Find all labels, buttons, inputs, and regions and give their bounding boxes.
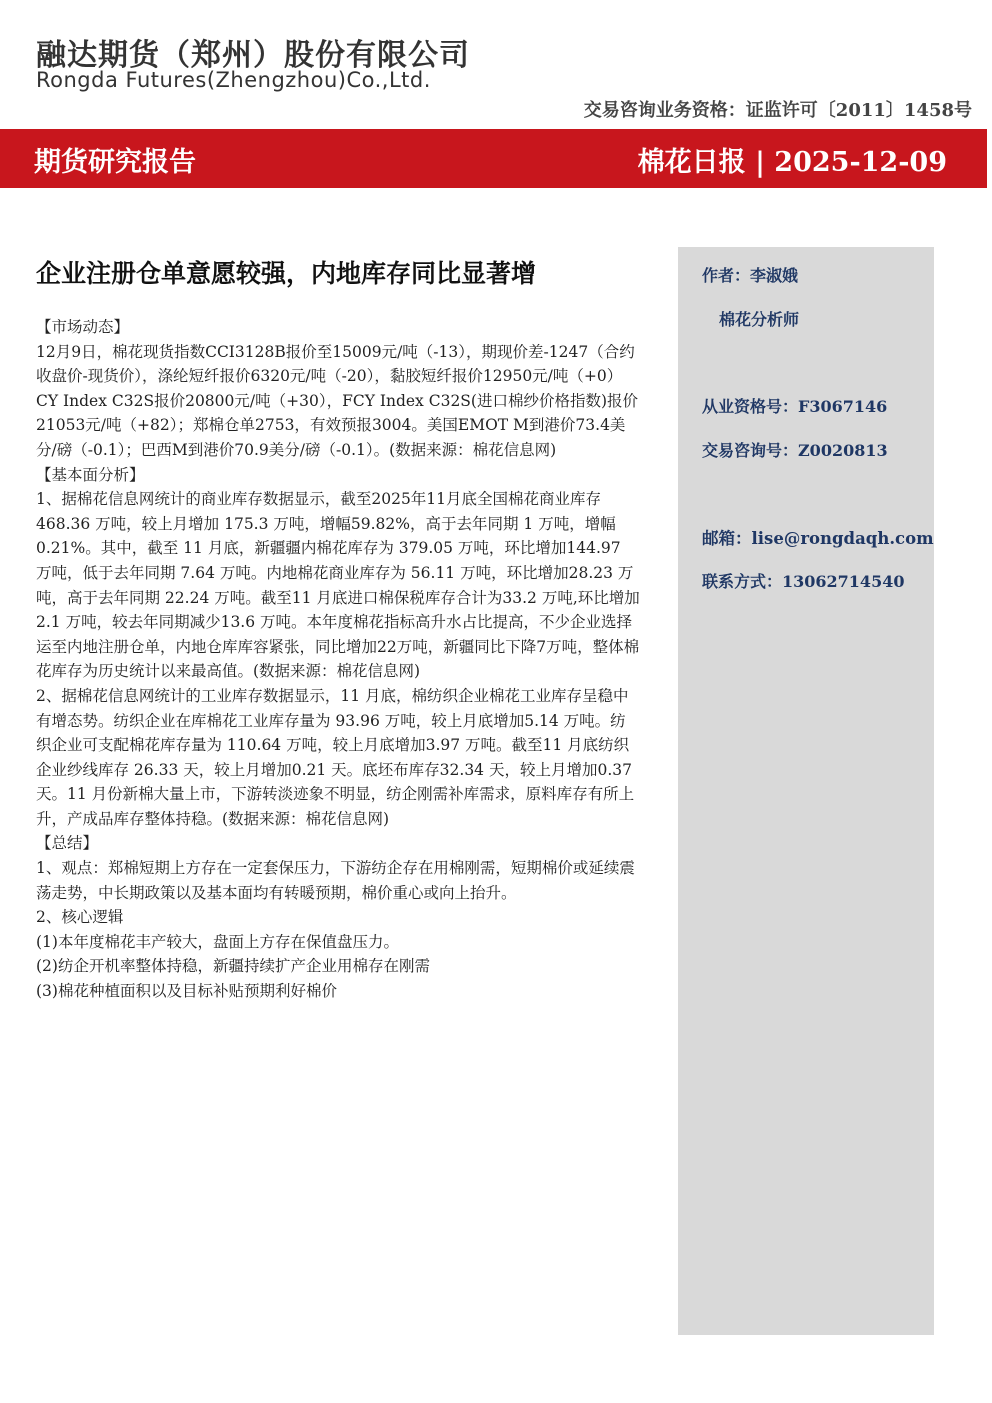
author-role: 棉花分析师: [719, 310, 800, 329]
company-name-en: Rongda Futures(Zhengzhou)Co.,Ltd.: [36, 68, 431, 92]
report-type: 期货研究报告: [34, 147, 196, 178]
market-text: 12月9日，棉花现货指数CCI3128B报价至15009元/吨（-13），期现价差-1247（合约收盘价-现货价），涤纶短纤报价6320元/吨（-20），黏胶短纤报价12950元/吨（+0）CY Index C32S报价20800元/吨（+30），FCY Index C32S(进口棉纱价格指数)报价21053元/吨（+82）；郑棉仓单2753，有效预报3004。美国EMOT M到港价73.4美分/磅（-0.1）；巴西M到港价70.9美分/磅（-0.1）。(数据来源：棉花信息网): [36, 342, 639, 459]
fundamental-paragraph-1: 1、据棉花信息网统计的商业库存数据显示，截至2025年11月底全国棉花商业库存468.36 万吨，较上月增加 175.3 万吨，增幅59.82%，高于去年同期 1 万吨，增幅0.21%。其中，截至 11 月底，新疆疆内棉花库存为 379.05 万吨，环比增加144.97 万吨，低于去年同期 7.64 万吨。内地棉花商业库存为 56.11 万吨，环比增加28.23 万吨，高于去年同期 22.24 万吨。截至11 月底进口棉保税库存合计为33.2 万吨,环比增加 2.1 万吨，较去年同期减少13.6 万吨。本年度棉花指标高升水占比提高，不少企业选择运至内地注册仓单，内地仓库库容紧张，同比增加22万吨，新疆同比下降7万吨，整体棉花库存为历史统计以来最高值。(数据来源：棉花信息网): [36, 490, 640, 681]
license-info: 交易咨询业务资格：证监许可〔2011〕1458号: [583, 100, 972, 121]
logic-item-1: (1)本年度棉花丰产较大，盘面上方存在保值盘压力。: [36, 932, 399, 951]
author: 作者：李淑娥: [702, 266, 799, 285]
report-date-title: 棉花日报 | 2025-12-09: [637, 147, 947, 178]
fundamental-paragraph-2: 2、据棉花信息网统计的工业库存数据显示，11 月底，棉纺织企业棉花工业库存呈稳中有增态势。纺织企业在库棉花工业库存量为 93.96 万吨，较上月底增加5.14 万吨。纺织企业可支配棉花库存量为 110.64 万吨，较上月底增加3.97 万吨。截至11 月底纺织企业纱线库存 26.33 天，较上月增加0.21 天。底坯布库存32.34 天，较上月增加0.37天。11 月份新棉大量上市，下游转淡迹象不明显，纺企刚需补库需求，原料库存有所上升，产成品库存整体持稳。(数据来源：棉花信息网): [36, 686, 635, 828]
email-link[interactable]: 邮箱：lise@rongdaqh.com: [702, 529, 934, 548]
fundamental-heading: 【基本面分析】: [36, 465, 145, 484]
phone: 联系方式：13062714540: [702, 572, 905, 591]
report-banner: [0, 129, 987, 188]
report-title: 企业注册仓单意愿较强，内地库存同比显著增: [36, 259, 537, 288]
core-logic-heading: 2、核心逻辑: [36, 908, 124, 927]
logic-item-3: (3)棉花种植面积以及目标补贴预期利好棉价: [36, 982, 337, 1001]
summary-view: 1、观点：郑棉短期上方存在一定套保压力，下游纺企存在用棉刚需，短期棉价或延续震荡走势，中长期政策以及基本面均有转暖预期，棉价重心或向上抬升。: [36, 859, 635, 902]
company-name-cn: 融达期货（郑州）股份有限公司: [36, 38, 470, 73]
logic-item-2: (2)纺企开机率整体持稳，新疆持续扩产企业用棉存在刚需: [36, 957, 430, 976]
market-heading: 【市场动态】: [36, 318, 130, 336]
report-body: [36, 315, 640, 1004]
author-sidebar: [678, 247, 934, 1335]
qualification-number: 从业资格号：F3067146: [702, 397, 888, 416]
consult-number: 交易咨询号：Z0020813: [702, 441, 888, 460]
summary-heading: 【总结】: [36, 834, 99, 853]
